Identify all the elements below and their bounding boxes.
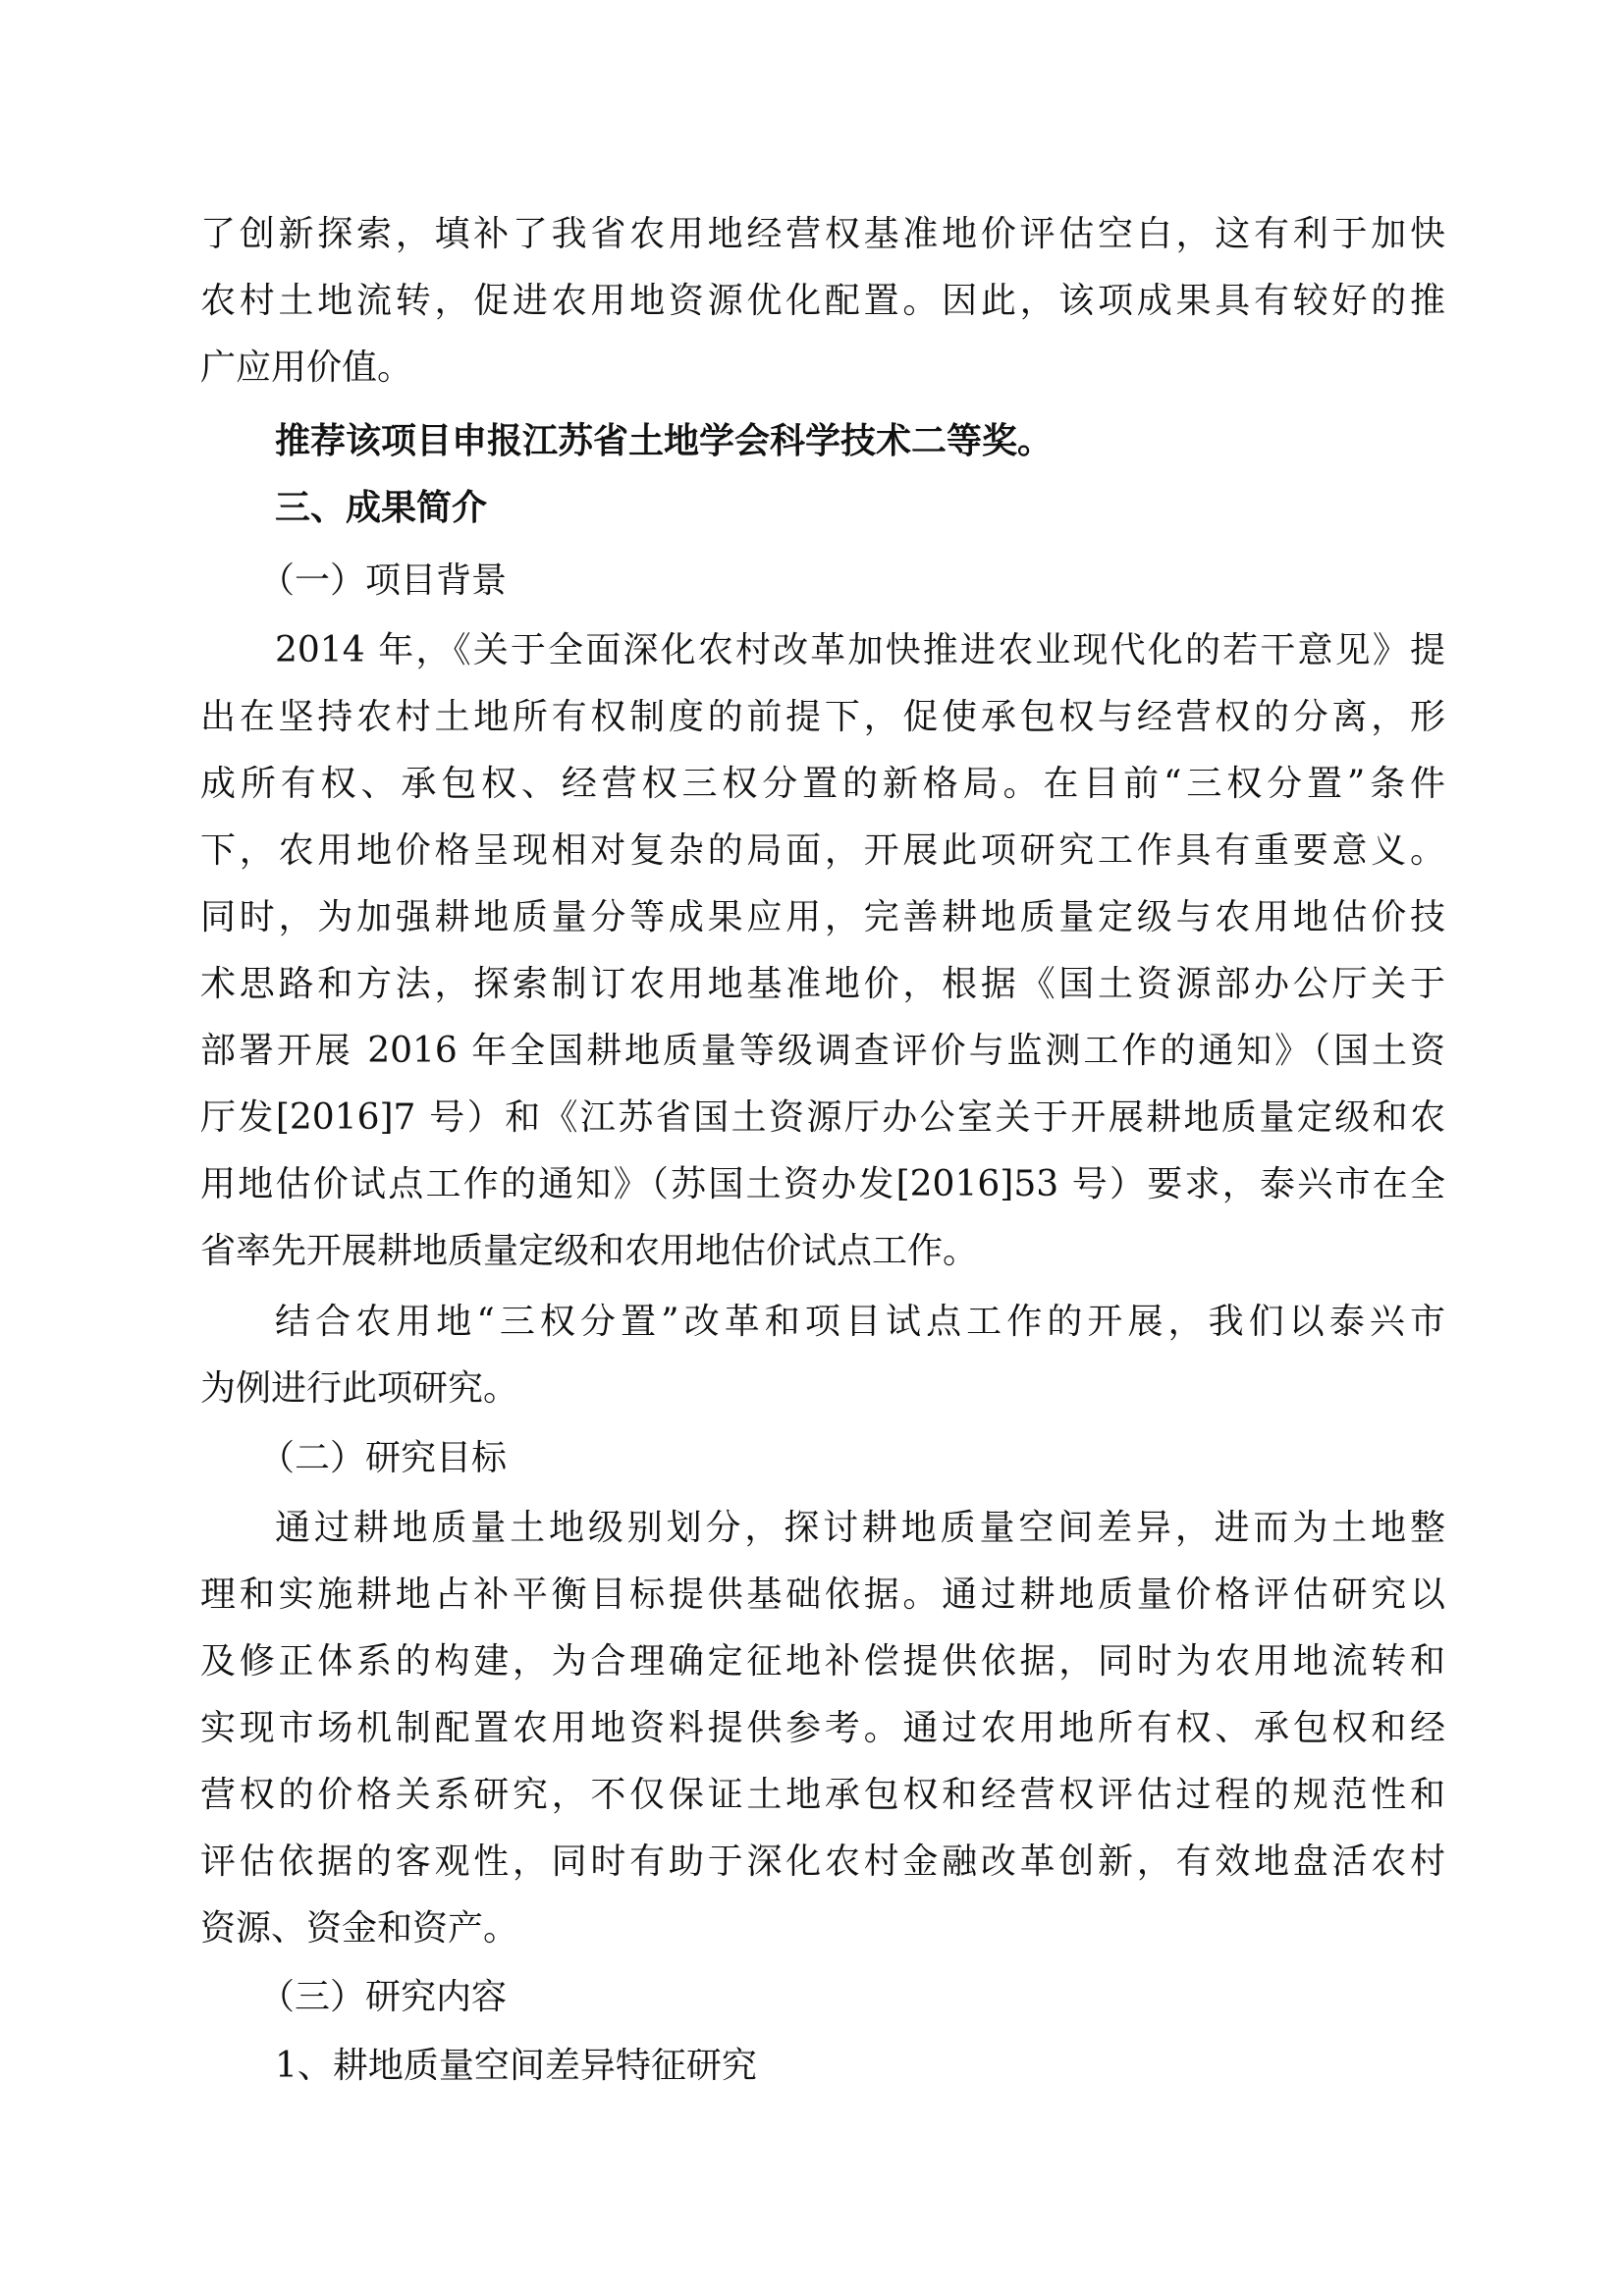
section-heading: 三、成果简介 [275,488,488,528]
paragraph-line: 2014 年，《关于全面深化农村改革加快推进农业现代化的若干意见》提 [275,630,1445,670]
paragraph-line: 同时，为加强耕地质量分等成果应用，完善耕地质量定级与农用地估价技 [200,897,1445,937]
subsection-heading: （三）研究内容 [259,1977,508,2017]
paragraph-line: 营权的价格关系研究，不仅保证土地承包权和经营权评估过程的规范性和 [200,1775,1445,1815]
paragraph-line: 广应用价值。 [200,347,413,388]
paragraph-line: 评估依据的客观性，同时有助于深化农村金融改革创新，有效地盘活农村 [200,1842,1445,1882]
recommendation-statement: 推荐该项目申报江苏省土地学会科学技术二等奖。 [275,421,1054,461]
subsection-heading: （一）项目背景 [259,561,508,601]
paragraph-line: 用地估价试点工作的通知》（苏国土资办发[2016]53 号）要求，泰兴市在全 [200,1164,1445,1204]
paragraph-line: 理和实施耕地占补平衡目标提供基础依据。通过耕地质量价格评估研究以 [200,1575,1445,1615]
paragraph-line: 术思路和方法，探索制订农用地基准地价，根据《国土资源部办公厅关于 [200,964,1445,1004]
paragraph-line: 农村土地流转，促进农用地资源优化配置。因此，该项成果具有较好的推 [200,281,1445,321]
paragraph-line: 成所有权、承包权、经营权三权分置的新格局。在目前“三权分置”条件 [200,764,1445,804]
paragraph-line: 实现市场机制配置农用地资料提供参考。通过农用地所有权、承包权和经 [200,1708,1445,1748]
paragraph-line: 结合农用地“三权分置”改革和项目试点工作的开展，我们以泰兴市 [275,1302,1445,1342]
numbered-item: 1、耕地质量空间差异特征研究 [275,2046,757,2086]
paragraph-line: 出在坚持农村土地所有权制度的前提下，促使承包权与经营权的分离，形 [200,697,1445,737]
paragraph-line: 厅发[2016]7 号）和《江苏省国土资源厅办公室关于开展耕地质量定级和农 [200,1097,1445,1138]
paragraph-line: 资源、资金和资产。 [200,1908,519,1949]
paragraph-line: 为例进行此项研究。 [200,1368,519,1409]
paragraph-line: 及修正体系的构建，为合理确定征地补偿提供依据，同时为农用地流转和 [200,1641,1445,1682]
paragraph-line: 通过耕地质量土地级别划分，探讨耕地质量空间差异，进而为土地整 [275,1508,1445,1548]
paragraph-line: 部署开展 2016 年全国耕地质量等级调查评价与监测工作的通知》（国土资 [200,1031,1445,1071]
paragraph-line: 省率先开展耕地质量定级和农用地估价试点工作。 [200,1231,979,1271]
paragraph-line: 下，农用地价格呈现相对复杂的局面，开展此项研究工作具有重要意义。 [200,830,1445,871]
subsection-heading: （二）研究目标 [259,1438,508,1478]
paragraph-line: 了创新探索，填补了我省农用地经营权基准地价评估空白，这有利于加快 [200,214,1445,254]
